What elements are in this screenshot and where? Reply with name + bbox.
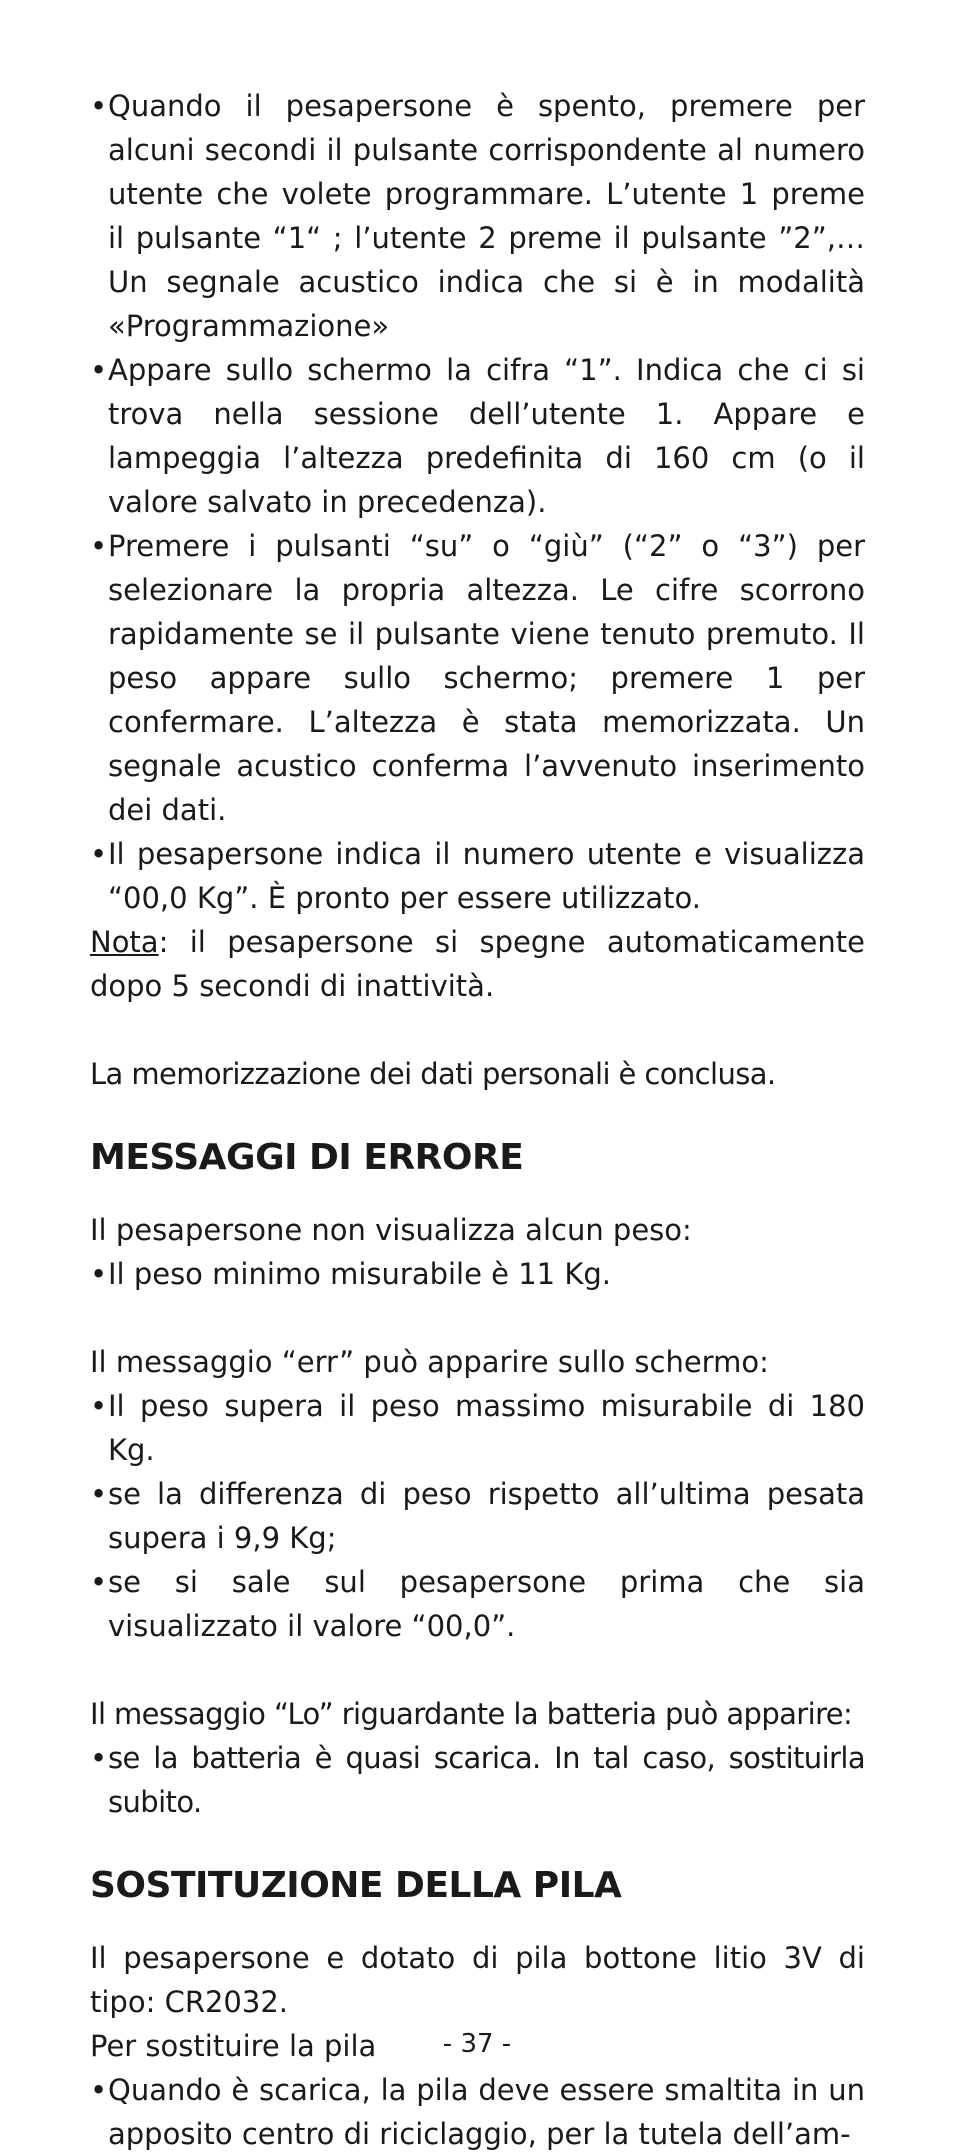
lo-intro: Il messaggio “Lo” riguardante la batteria può apparire:: [90, 1697, 853, 1731]
programming-steps-list: [90, 84, 865, 920]
list-item: • Quando è scarica, la pila deve essere smaltita in un apposito centro di riciclaggio, per la tutela dell’am-: [90, 2068, 865, 2156]
list-item: • se la batteria è quasi scarica. In tal caso, sostituirla subito.: [90, 1736, 865, 1824]
spacer: [90, 1180, 865, 1208]
section-heading-battery: SOSTITUZIONE DELLA PILA: [90, 1865, 622, 1906]
spacer: [90, 1008, 865, 1052]
list-item: • Quando il pesapersone è spento, premere per alcuni secondi il pulsante corrispondente al numero utente che volete programmare. L’utente 1 preme il pulsante “1“ ; l’utente 2 preme il pulsante ”2”,… Un segnale acustico indica che si è in modalità «Programmazione»: [90, 84, 865, 348]
battery-list: [90, 2068, 865, 2156]
list-item: • se la differenza di peso rispetto all’ultima pesata supera i 9,9 Kg;: [90, 1472, 865, 1560]
manual-page: [90, 84, 865, 2156]
spacer: [90, 1648, 865, 1692]
spacer: [90, 1908, 865, 1936]
note-label: Nota: [90, 925, 159, 959]
list-item: • Il peso supera il peso massimo misurabile di 180 Kg.: [90, 1384, 865, 1472]
battery-intro: Il pesapersone e dotato di pila bottone litio 3V di tipo: CR2032.: [90, 1941, 865, 2019]
list-item: • Il peso minimo misurabile è 11 Kg.: [90, 1252, 865, 1296]
lo-list: [90, 1736, 865, 1824]
battery-how-to: Per sostituire la pila: [90, 2029, 377, 2063]
spacer: [90, 1824, 865, 1864]
page-number: - 37 -: [442, 2029, 512, 2059]
err-intro: Il messaggio “err” può apparire sullo schermo:: [90, 1345, 769, 1379]
list-item: • Premere i pulsanti “su” o “giù” (“2” o “3”) per selezionare la propria altezza. Le cifre scorrono rapidamente se il pulsante viene tenuto premuto. Il peso appare sullo schermo; premere 1 per confermare. L’altezza è stata memorizzata. Un segnale acustico conferma l’avvenuto inserimento dei dati.: [90, 524, 865, 832]
list-item: • Il pesapersone indica il numero utente e visualizza “00,0 Kg”. È pronto per essere utilizzato.: [90, 832, 865, 920]
list-item: • Appare sullo schermo la cifra “1”. Indica che ci si trova nella sessione dell’utente 1. Appare e lampeggia l’altezza predefinita di 160 cm (o il valore salvato in precedenza).: [90, 348, 865, 524]
note-paragraph: [90, 920, 865, 1008]
err-list: [90, 1384, 865, 1648]
list-item: • se si sale sul pesapersone prima che sia visualizzato il valore “00,0”.: [90, 1560, 865, 1648]
no-weight-intro: Il pesapersone non visualizza alcun peso:: [90, 1213, 692, 1247]
no-weight-list: [90, 1252, 865, 1296]
spacer: [90, 1296, 865, 1340]
note-text: : il pesapersone si spegne automaticamente dopo 5 secondi di inattività.: [90, 925, 865, 1003]
spacer: [90, 1096, 865, 1136]
conclusion-text: La memorizzazione dei dati personali è conclusa.: [90, 1057, 776, 1091]
section-heading-errors: MESSAGGI DI ERRORE: [90, 1137, 524, 1178]
